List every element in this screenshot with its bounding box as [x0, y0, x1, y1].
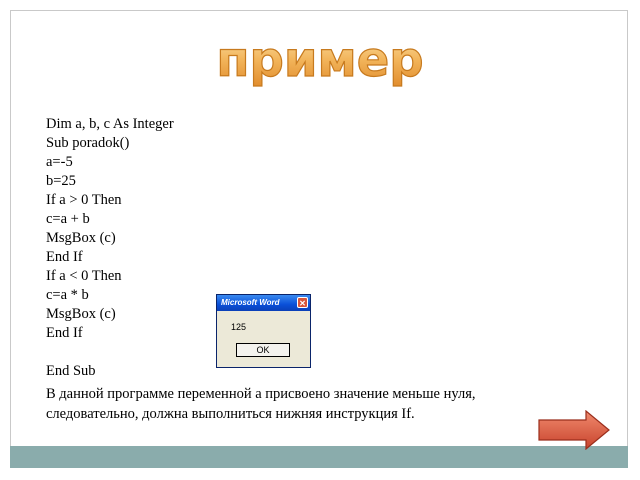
code-listing — [46, 115, 174, 381]
code-line: Sub poradok() — [46, 135, 130, 151]
msgbox-message: 125 — [231, 322, 247, 332]
code-line: b=25 — [46, 173, 76, 189]
ok-button[interactable]: OK — [236, 343, 290, 357]
code-line: MsgBox (c) — [46, 306, 116, 322]
slide-title-text: пример — [216, 32, 424, 88]
code-line — [46, 343, 174, 362]
msgbox-window — [216, 294, 311, 368]
code-line: Dim a, b, c As Integer — [46, 116, 174, 132]
right-arrow-icon[interactable] — [538, 410, 610, 450]
code-line: If a > 0 Then — [46, 192, 122, 208]
code-line: If a < 0 Then — [46, 268, 122, 284]
msgbox-title: Microsoft Word — [221, 298, 280, 307]
msgbox-titlebar — [217, 295, 310, 311]
code-line: MsgBox (c) — [46, 230, 116, 246]
code-line: c=a + b — [46, 211, 90, 227]
slide-title — [0, 30, 640, 90]
code-line: End If — [46, 325, 83, 341]
slide-description: В данной программе переменной a присвоено значение меньше нуля, следовательно, должна выполниться нижняя инструкция If. — [46, 386, 476, 422]
code-line: End Sub — [46, 363, 96, 379]
code-line: c=a * b — [46, 287, 89, 303]
code-line: End If — [46, 249, 83, 265]
close-icon[interactable]: ✕ — [297, 297, 308, 308]
code-line: a=-5 — [46, 154, 73, 170]
slide-bottom-bar — [10, 446, 628, 468]
